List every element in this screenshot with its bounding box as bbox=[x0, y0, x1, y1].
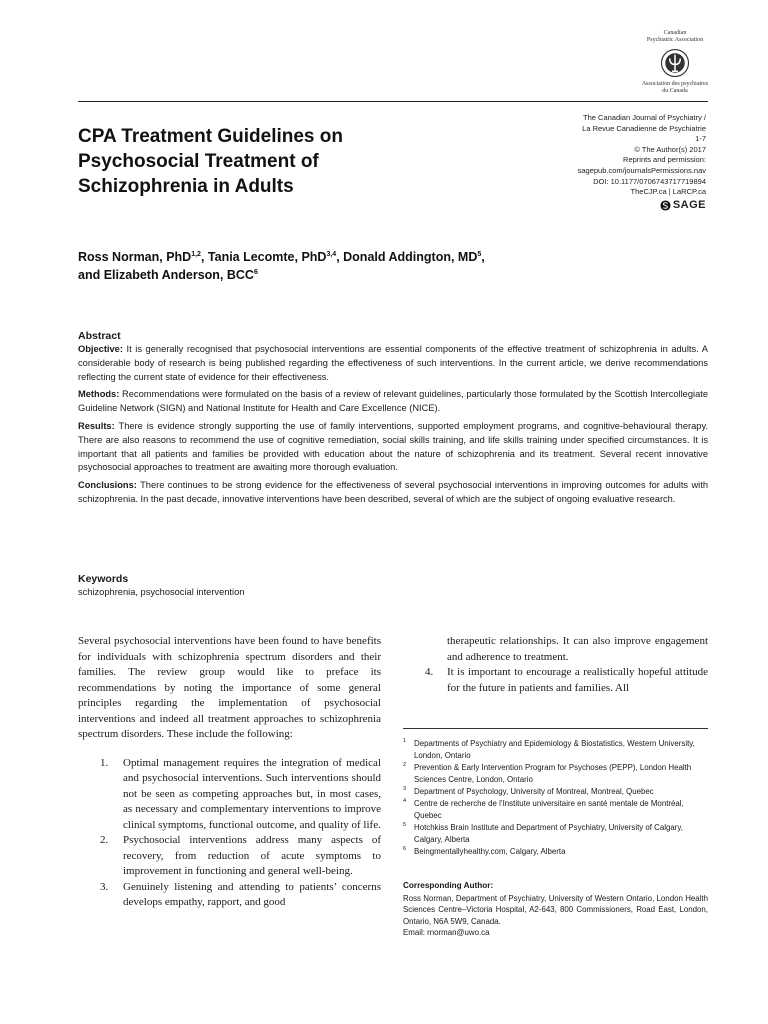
logo-name-fr-line2: du Canada bbox=[662, 88, 688, 94]
author-2-affiliation: 3,4 bbox=[326, 250, 337, 258]
list-item-text: Psychosocial interventions address many aspects of recovery, from reduction of acute symptoms to improvement in functioning and general well-being. bbox=[123, 834, 381, 877]
corresponding-address: Ross Norman, Department of Psychiatry, University of Western Ontario, London Health Sciences Centre–Victoria Hospital, A2-643, 800 Commissioners, Road East, London, Ontario, N6A 5W9, Canada. bbox=[403, 893, 708, 926]
journal-reprints-url[interactable]: sagepub.com/journalsPermissions.nav bbox=[577, 165, 706, 175]
footnote-number: 1 bbox=[403, 738, 407, 744]
list-item-text: Optimal management requires the integration of medical and psychosocial interventions. Such interventions should not be seen as competing approaches but, in most cases, as necessary and complementary interventions to improve clinical symptoms, functional outcome, and quality of life. bbox=[123, 756, 381, 831]
affiliation-footnotes bbox=[403, 738, 708, 858]
footnote-text: Hotchkiss Brain Institute and Department of Psychiatry, University of Calgary, Calgary, Alberta bbox=[414, 823, 683, 844]
corresponding-author bbox=[403, 880, 708, 939]
logo-name-fr-line1: Association des psychiatres bbox=[641, 81, 709, 87]
author-3: Donald Addington, MD bbox=[343, 250, 478, 264]
logo-name-en-line2: Psychiatric Association bbox=[646, 37, 704, 43]
body-column-right bbox=[403, 634, 708, 696]
methods-text: Recommendations were formulated on the basis of a review of relevant guidelines, particularly those formulated by the Scottish Intercollegiate Guideline Network (SIGN) and National Institute for Health and Care Excellence (NICE). bbox=[78, 389, 708, 414]
footnote bbox=[403, 798, 708, 822]
list-item-text: Genuinely listening and attending to patients’ concerns develops empathy, rapport, and good bbox=[123, 880, 381, 908]
footnote bbox=[403, 822, 708, 846]
objective-text: It is generally recognised that psychosocial interventions are essential components of the effective treatment of schizophrenia in adults. A considerable body of research is being published regarding the effectiveness of such interventions. In the current article, we derive recommendations reflecting the current state of evidence for their effectiveness. bbox=[78, 344, 708, 382]
list-item-text: It is important to encourage a realistically hopeful attitude for the future in patients and families. All bbox=[447, 666, 708, 694]
author-sep-2: , bbox=[336, 250, 344, 264]
footnote bbox=[403, 762, 708, 786]
keywords-heading: Keywords bbox=[78, 573, 129, 585]
journal-info bbox=[466, 113, 706, 214]
conclusions-label: Conclusions: bbox=[78, 480, 137, 491]
corresponding-email[interactable]: Email: rnorman@uwo.ca bbox=[403, 928, 490, 937]
author-4-affiliation: 6 bbox=[253, 268, 258, 276]
author-list bbox=[78, 248, 698, 284]
conclusions-text: There continues to be strong evidence for the effectiveness of several psychosocial interventions in improving outcomes for adults with schizophrenia. In the past decade, innovative interventions have been described, several of which are the subject of ongoing evaluative research. bbox=[78, 480, 708, 504]
logo-name-en-line1: Canadian bbox=[663, 30, 687, 36]
footnote-text: Departments of Psychiatry and Epidemiology & Biostatistics, Western University, London, Ontario bbox=[414, 739, 695, 760]
footnote-number: 6 bbox=[403, 846, 407, 852]
journal-name-fr: La Revue Canadienne de Psychiatrie bbox=[582, 123, 706, 133]
author-sep-1: , bbox=[200, 250, 208, 264]
list-item bbox=[78, 880, 381, 911]
list-item-continuation: therapeutic relationships. It can also improve engagement and adherence to treatment. bbox=[447, 635, 708, 663]
intro-paragraph: Several psychosocial interventions have been found to have benefits for individuals with schizophrenia spectrum disorders and their families. The review group would like to preface its recommendations by noting the importance of some general principles regarding the implementation of psychosocial interventions and indeed all treatment approaches to schizophrenia spectrum disorders. These include the following: bbox=[78, 635, 381, 740]
footnote-number: 5 bbox=[403, 822, 407, 828]
author-2: Tania Lecomte, PhD bbox=[207, 250, 327, 264]
author-3-affiliation: 5 bbox=[477, 250, 482, 258]
article-title: CPA Treatment Guidelines on Psychosocial Treatment of Schizophrenia in Adults bbox=[78, 126, 343, 197]
abstract-conclusions bbox=[78, 479, 708, 507]
abstract-methods bbox=[78, 388, 708, 416]
cpa-logo bbox=[610, 30, 740, 95]
list-item bbox=[78, 833, 381, 880]
abstract-results bbox=[78, 420, 708, 475]
journal-sites[interactable]: TheCJP.ca | LaRCP.ca bbox=[630, 187, 706, 197]
journal-name-en: The Canadian Journal of Psychiatry / bbox=[583, 113, 706, 122]
principles-list bbox=[78, 756, 381, 911]
footnote bbox=[403, 786, 708, 798]
footnote-text: Department of Psychology, University of Montreal, Montreal, Quebec bbox=[414, 787, 654, 796]
list-item-number: 3. bbox=[100, 880, 109, 893]
author-1-affiliation: 1,2 bbox=[191, 250, 201, 258]
footnote-number: 4 bbox=[403, 798, 407, 804]
footnote-number: 2 bbox=[403, 762, 407, 768]
list-item bbox=[403, 665, 708, 696]
footnote-text: Centre de recherche de l’Institute universitaire en santé mentale de Montréal, Quebec bbox=[414, 799, 684, 820]
footnote-text: Prevention & Early Intervention Program for Psychoses (PEPP), London Health Sciences Centre, London, Ontario bbox=[414, 763, 692, 784]
results-text: There is evidence strongly supporting the use of family interventions, supported employment programs, and cognitive-behavioural therapy. There are also reasons to recommend the use of cognitive remediation, social skills training, and life skills training under specified circumstances. It is important that all patients and families be provided with education about the nature of schizophrenia and its treatment. Several recent innovative psychosocial approaches to treatment are awaiting more thorough evaluation. bbox=[78, 420, 708, 473]
keywords-section bbox=[78, 572, 708, 600]
list-item-number: 4. bbox=[425, 666, 434, 678]
journal-doi[interactable]: DOI: 10.1177/0706743717719894 bbox=[593, 176, 706, 186]
body-column-left bbox=[78, 634, 381, 911]
list-item-number: 2. bbox=[100, 834, 109, 846]
list-item-number: 1. bbox=[100, 756, 109, 769]
footnote-divider bbox=[403, 728, 708, 729]
methods-label: Methods: bbox=[78, 389, 120, 400]
author-1: Ross Norman, PhD bbox=[78, 250, 192, 264]
header-divider bbox=[78, 101, 708, 102]
author-4: Elizabeth Anderson, BCC bbox=[103, 268, 254, 282]
journal-copyright: © The Author(s) 2017 bbox=[634, 144, 706, 154]
footnote bbox=[403, 738, 708, 762]
footnote-number: 3 bbox=[403, 786, 407, 792]
sage-s-icon bbox=[660, 200, 671, 211]
keywords-text: schizophrenia, psychosocial intervention bbox=[78, 587, 245, 597]
abstract-objective bbox=[78, 343, 708, 384]
author-sep-3: , bbox=[481, 250, 485, 264]
abstract-section bbox=[78, 329, 708, 511]
footnote-text: Beingmentallyhealthy.com, Calgary, Alberta bbox=[414, 847, 566, 856]
journal-reprints: Reprints and permission: bbox=[623, 155, 706, 165]
journal-pages: 1-7 bbox=[695, 134, 706, 144]
footnote bbox=[403, 846, 708, 858]
abstract-heading: Abstract bbox=[78, 330, 121, 342]
cpa-emblem-icon bbox=[660, 48, 690, 78]
author-and: and bbox=[78, 268, 104, 282]
corresponding-heading: Corresponding Author: bbox=[403, 881, 494, 890]
list-item bbox=[78, 756, 381, 834]
sage-label: SAGE bbox=[672, 198, 706, 211]
objective-label: Objective: bbox=[78, 344, 123, 354]
sage-logo bbox=[660, 200, 706, 211]
results-label: Results: bbox=[78, 420, 115, 431]
